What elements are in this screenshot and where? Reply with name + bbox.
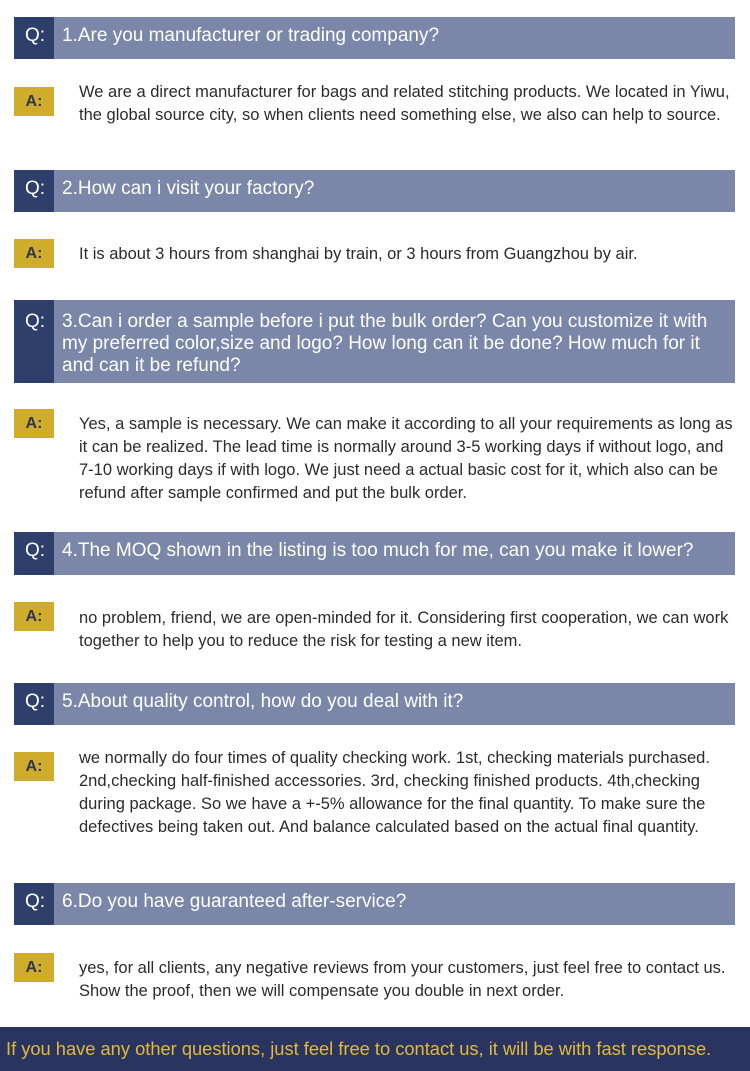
question-text: 1.Are you manufacturer or trading company? xyxy=(62,25,440,46)
question-text: 3.Can i order a sample before i put the bulk order? Can you customize it with my preferred color,size and logo? How long can it be done? How much for it and can it be refund? xyxy=(62,311,708,376)
question-label: Q: xyxy=(25,25,46,46)
question-text: 5.About quality control, how do you deal with it? xyxy=(62,691,464,712)
question-bar-6 xyxy=(14,883,735,925)
question-label: Q: xyxy=(25,540,46,561)
footer-text: If you have any other questions, just feel free to contact us, it will be with fast response. xyxy=(6,1038,712,1059)
question-text: 4.The MOQ shown in the listing is too much for me, can you make it lower? xyxy=(62,540,694,561)
footer-banner xyxy=(0,1027,750,1071)
question-bar-2 xyxy=(14,170,735,212)
answer-text: no problem, friend, we are open-minded for it. Considering first cooperation, we can work together to help you to reduce the risk for testing a new item. xyxy=(79,609,729,650)
question-text: 2.How can i visit your factory? xyxy=(62,178,315,199)
question-bar-5 xyxy=(14,683,735,725)
answer-badge: A: xyxy=(14,752,54,781)
question-text: 6.Do you have guaranteed after-service? xyxy=(62,891,407,912)
answer-badge: A: xyxy=(14,409,54,438)
question-label: Q: xyxy=(25,178,46,199)
answer-text: It is about 3 hours from shanghai by train, or 3 hours from Guangzhou by air. xyxy=(79,245,638,263)
answer-text: Yes, a sample is necessary. We can make it according to all your requirements as long as it can be realized. The lead time is normally around 3-5 working days if without logo, and 7-10 working days if with logo. We just need a actual basic cost for it, which also can be refund after sample confirmed and put the bulk order. xyxy=(79,415,733,502)
answer-text: We are a direct manufacturer for bags and related stitching products. We located in Yiwu, the global source city, so when clients need something else, we also can help to source. xyxy=(79,83,730,124)
question-bar-3 xyxy=(14,300,735,383)
answer-text: we normally do four times of quality checking work. 1st, checking materials purchased. 2nd,checking half-finished accessories. 3rd, checking finished products. 4th,checking during package. So we have a +-5% allowance for the final quantity. To make sure the defectives being taken out. And balance calculated based on the actual final quantity. xyxy=(79,749,710,836)
answer-badge: A: xyxy=(14,602,54,631)
answer-badge: A: xyxy=(14,87,54,116)
question-label: Q: xyxy=(25,691,46,712)
answer-badge: A: xyxy=(14,239,54,268)
question-bar-4 xyxy=(14,532,735,575)
question-label: Q: xyxy=(25,891,46,912)
question-bar-1 xyxy=(14,17,735,59)
question-label: Q: xyxy=(25,311,46,332)
answer-badge: A: xyxy=(14,953,54,982)
answer-text: yes, for all clients, any negative reviews from your customers, just feel free to contact us. Show the proof, then we will compensate you double in next order. xyxy=(79,959,726,1000)
